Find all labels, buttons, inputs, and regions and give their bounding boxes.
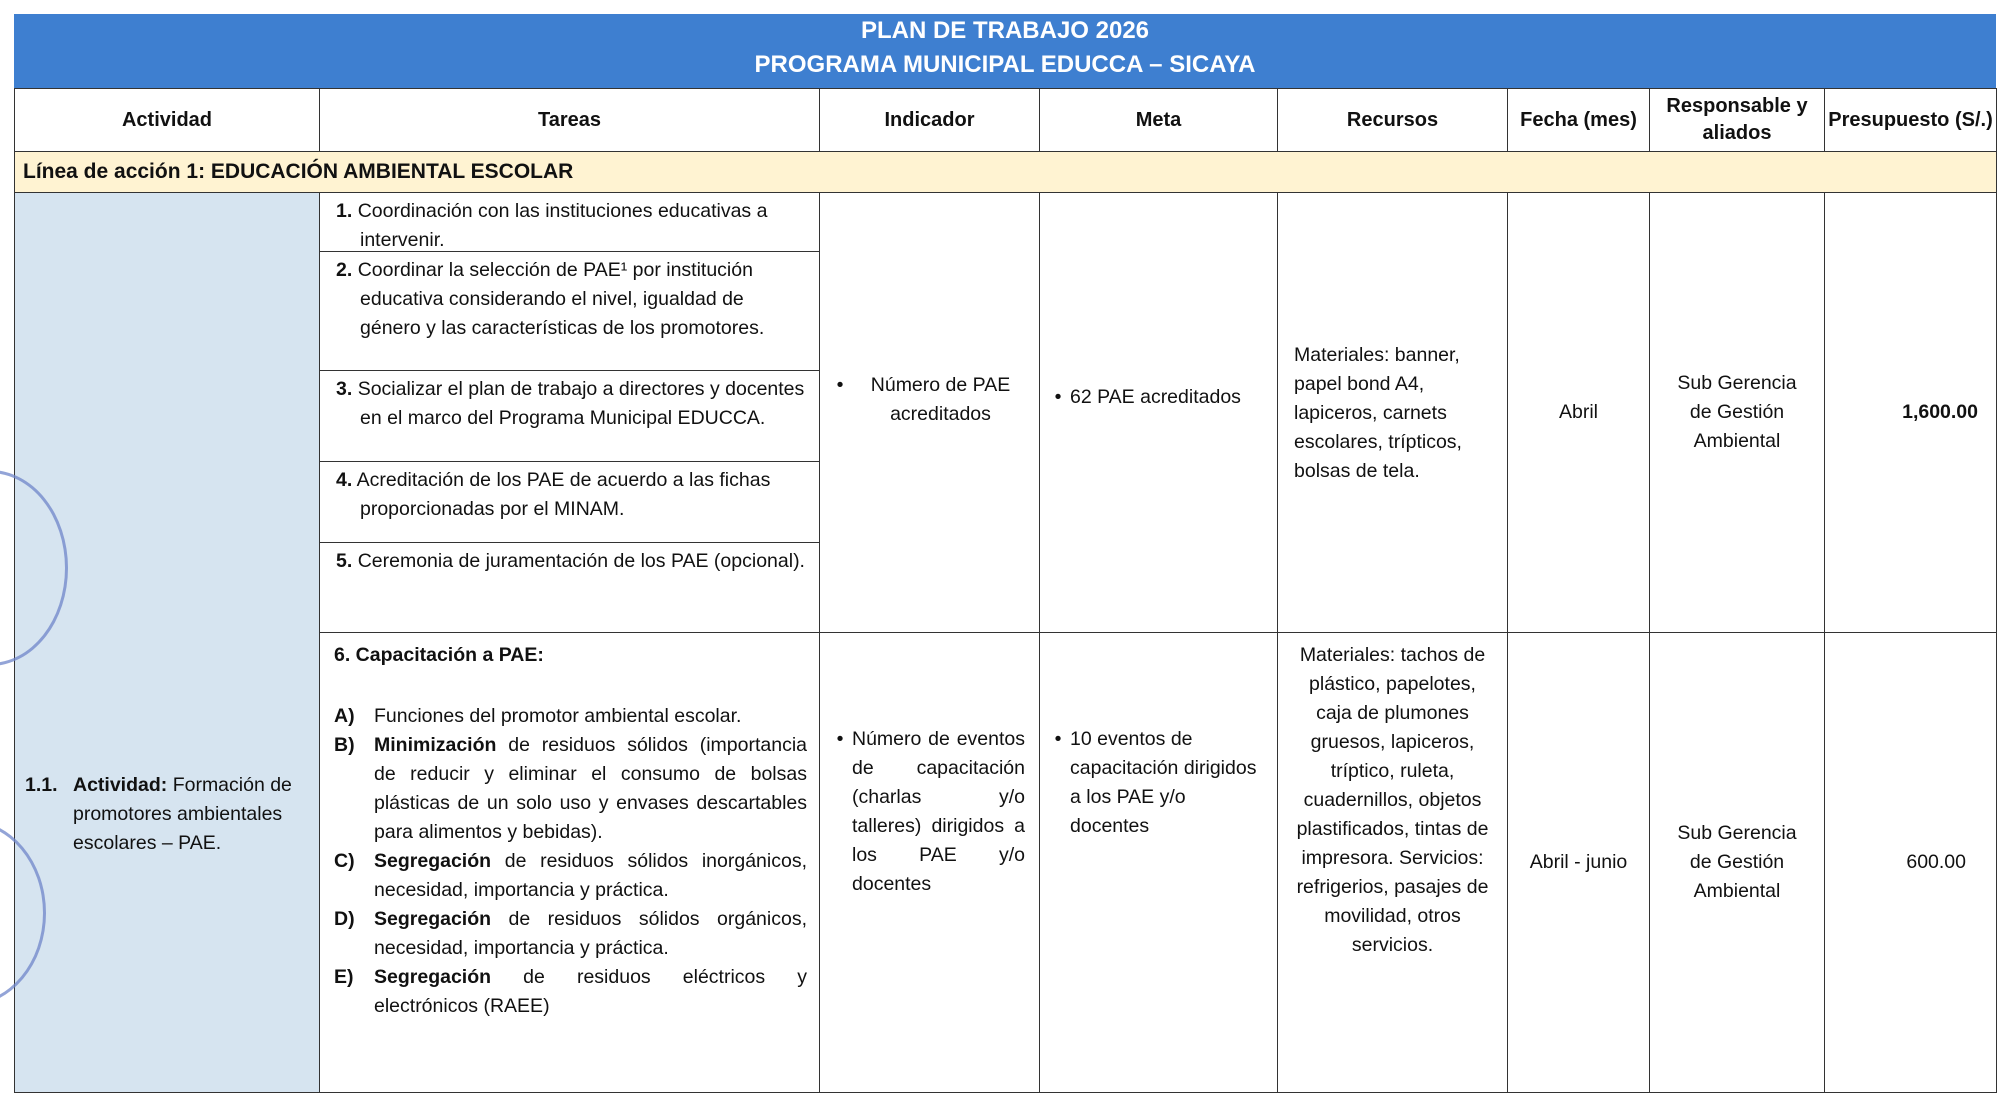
capacitacion-block bbox=[320, 633, 819, 1021]
header-meta: Meta bbox=[1040, 89, 1278, 152]
activity-text bbox=[25, 771, 315, 858]
capacitacion-item: E) Segregación de residuos eléctricos y electrónicos (RAEE) bbox=[334, 966, 807, 1017]
meta-text: 10 eventos de capacitación dirigidos a los PAE y/o docentes bbox=[1070, 728, 1257, 837]
activity-cell bbox=[15, 193, 320, 1093]
capacitacion-title: 6. Capacitación a PAE: bbox=[334, 644, 544, 666]
task-item: 1. Coordinación con las instituciones educativas a intervenir. bbox=[320, 193, 819, 252]
tasks-cell-2 bbox=[320, 633, 820, 1093]
section-title: Línea de acción 1: EDUCACIÓN AMBIENTAL ESCOLAR bbox=[15, 152, 1997, 193]
tasks-cell-1 bbox=[320, 193, 820, 633]
task-item: 5. Ceremonia de juramentación de los PAE (opcional). bbox=[336, 550, 805, 572]
section-row bbox=[15, 152, 1997, 193]
title-line-1: PLAN DE TRABAJO 2026 bbox=[860, 17, 1150, 44]
header-fecha: Fecha (mes) bbox=[1508, 89, 1650, 152]
responsable-cell-2: Sub Gerencia de Gestión Ambiental bbox=[1650, 633, 1825, 1093]
presupuesto-cell-2: 600.00 bbox=[1825, 633, 1997, 1093]
header-responsable: Responsable y aliados bbox=[1650, 89, 1825, 152]
capacitacion-item: C) Segregación de residuos sólidos inorgánicos, necesidad, importancia y práctica. bbox=[334, 850, 807, 901]
task-item: 4. Acreditación de los PAE de acuerdo a las fichas proporcionadas por el MINAM. bbox=[320, 462, 819, 543]
capacitacion-item: A) Funciones del promotor ambiental escolar. bbox=[334, 705, 742, 727]
recursos-cell-2: Materiales: tachos de plástico, papelotes, caja de plumones gruesos, lapiceros, tríptico, ruleta, cuadernillos, objetos plastificados, tintas de impresora. Servicios: refrigerios, pasajes de movilidad, otros servicios. bbox=[1278, 633, 1508, 1093]
activity-label: Actividad: bbox=[73, 774, 168, 796]
header-recursos: Recursos bbox=[1278, 89, 1508, 152]
presupuesto-cell-1: 1,600.00 bbox=[1825, 193, 1997, 633]
indicador-cell-1: • Número de PAE acreditados bbox=[820, 193, 1040, 633]
header-actividad: Actividad bbox=[15, 89, 320, 152]
header-tareas: Tareas bbox=[320, 89, 820, 152]
header-indicador: Indicador bbox=[820, 89, 1040, 152]
capacitacion-item: D) Segregación de residuos sólidos orgánicos, necesidad, importancia y práctica. bbox=[334, 908, 807, 959]
header-row bbox=[15, 89, 1997, 152]
fecha-cell-2: Abril - junio bbox=[1508, 633, 1650, 1093]
indicador-cell-2: • Número de eventos de capacitación (charlas y/o talleres) dirigidos a los PAE y/o docentes bbox=[820, 633, 1040, 1093]
meta-cell-2: • 10 eventos de capacitación dirigidos a los PAE y/o docentes bbox=[1040, 633, 1278, 1093]
meta-text: 62 PAE acreditados bbox=[1070, 386, 1241, 408]
recursos-cell-1: Materiales: banner, papel bond A4, lapiceros, carnets escolares, trípticos, bolsas de tela. bbox=[1278, 193, 1508, 633]
indicador-text: Número de PAE acreditados bbox=[870, 374, 1011, 425]
work-plan-table bbox=[14, 88, 1997, 1093]
title-line-2: PROGRAMA MUNICIPAL EDUCCA – SICAYA bbox=[754, 51, 1256, 78]
capacitacion-item: B) Minimización de residuos sólidos (importancia de reducir y eliminar el consumo de bolsas plásticas de un solo uso y envases descartables para alimentos y bebidas). bbox=[334, 734, 807, 843]
table-row bbox=[15, 193, 1997, 633]
header-presupuesto: Presupuesto (S/.) bbox=[1825, 89, 1997, 152]
responsable-cell-1: Sub Gerencia de Gestión Ambiental bbox=[1650, 193, 1825, 633]
task-item: 2. Coordinar la selección de PAE¹ por institución educativa considerando el nivel, igualdad de género y las características de los promotores. bbox=[320, 252, 819, 371]
indicador-text: Número de eventos de capacitación (charlas y/o talleres) dirigidos a los PAE y/o docentes bbox=[852, 728, 1025, 895]
fecha-cell-1: Abril bbox=[1508, 193, 1650, 633]
task-item: 3. Socializar el plan de trabajo a directores y docentes en el marco del Programa Municipal EDUCCA. bbox=[320, 371, 819, 462]
activity-description: Formación de promotores ambientales escolares – PAE. bbox=[73, 774, 292, 854]
document-title-bar bbox=[14, 14, 1996, 88]
meta-cell-1: • 62 PAE acreditados bbox=[1040, 193, 1278, 633]
activity-number: 1.1. bbox=[25, 774, 58, 796]
